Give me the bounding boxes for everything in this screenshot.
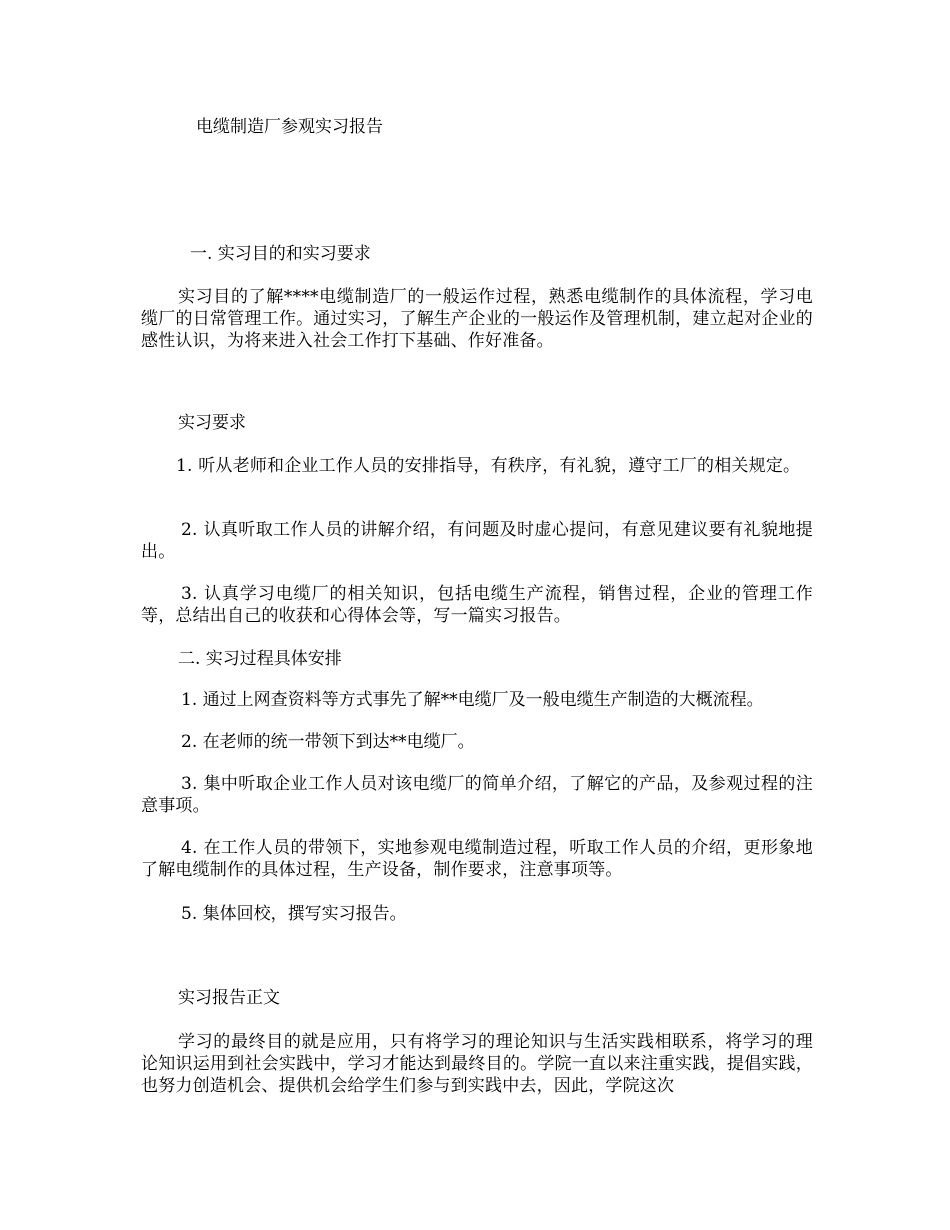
section-heading-purpose-requirements: 一. 实习目的和实习要求 — [190, 244, 371, 264]
section-heading-arrangement: 二. 实习过程具体安排 — [178, 649, 342, 669]
arrangement-step: 1. 通过上网查资料等方式事先了解**电缆厂及一般电缆生产制造的大概流程。 — [181, 690, 764, 710]
requirement-item: 1. 听从老师和企业工作人员的安排指导，有秩序，有礼貌，遵守工厂的相关规定。 — [176, 456, 801, 476]
arrangement-step: 2. 在老师的统一带领下到达**电缆厂。 — [181, 732, 475, 752]
requirement-item: 2. 认真听取工作人员的讲解介绍，有问题及时虚心提问，有意见建议要有礼貌地提出。 — [141, 520, 813, 562]
requirements-heading: 实习要求 — [178, 413, 246, 433]
purpose-paragraph: 实习目的了解****电缆制造厂的一般运作过程，熟悉电缆制作的具体流程，学习电缆厂的日常管理工作。通过实习，了解生产企业的一般运作及管理机制，建立起对企业的感性认识，为将来进入社会工作打下基础、作好准备。 — [141, 287, 813, 351]
report-body-paragraph: 学习的最终目的就是应用，只有将学习的理论知识与生活实践相联系，将学习的理论知识运用到社会实践中，学习才能达到最终目的。学院一直以来注重实践，提倡实践，也努力创造机会、提供机会给学生们参与到实践中去，因此，学院这次 — [141, 1032, 813, 1096]
requirement-item: 3. 认真学习电缆厂的相关知识，包括电缆生产流程，销售过程，企业的管理工作等，总结出自己的收获和心得体会等，写一篇实习报告。 — [141, 584, 813, 626]
arrangement-step: 5. 集体回校，撰写实习报告。 — [181, 904, 407, 924]
arrangement-step: 3. 集中听取企业工作人员对该电缆厂的简单介绍，了解它的产品，及参观过程的注意事项。 — [141, 774, 813, 816]
report-body-heading: 实习报告正文 — [178, 988, 280, 1008]
document-title: 电缆制造厂参观实习报告 — [196, 117, 383, 137]
arrangement-step: 4. 在工作人员的带领下，实地参观电缆制造过程，听取工作人员的介绍，更形象地了解电缆制作的具体过程，生产设备，制作要求，注意事项等。 — [141, 838, 813, 880]
